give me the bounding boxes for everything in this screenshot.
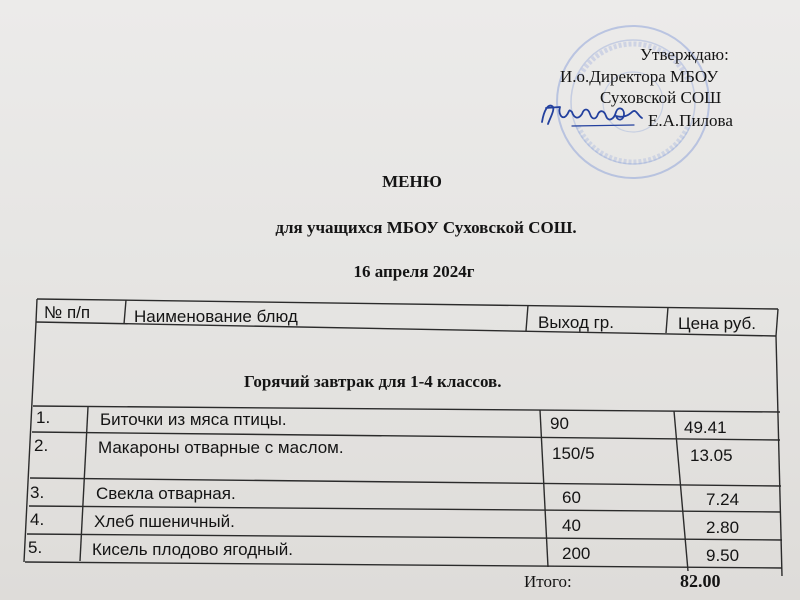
row-1-weight: 90 — [550, 414, 569, 433]
row-5-name: Кисель плодово ягодный. — [92, 540, 293, 559]
row-1-price: 49.41 — [684, 418, 727, 437]
row-4-number: 4. — [30, 510, 45, 529]
approval-heading: Утверждаю: — [640, 45, 729, 64]
approval-director-name: Е.А.Пилова — [648, 111, 733, 130]
approval-school: Суховской СОШ — [600, 88, 722, 107]
row-2-weight: 150/5 — [552, 444, 595, 463]
row-4-price: 2.80 — [706, 518, 740, 537]
header-price: Цена руб. — [678, 314, 757, 333]
total-label: Итого: — [524, 572, 572, 591]
header-dish-name: Наименование блюд — [134, 307, 298, 326]
document-date: 16 апреля 2024г — [353, 262, 475, 281]
row-3-number: 3. — [30, 483, 45, 502]
row-2-number: 2. — [34, 436, 49, 455]
header-weight: Выход гр. — [538, 313, 614, 332]
section-title: Горячий завтрак для 1-4 классов. — [244, 372, 502, 391]
document-subtitle: для учащихся МБОУ Суховской СОШ. — [275, 218, 577, 237]
row-3-name: Свекла отварная. — [96, 484, 236, 503]
header-number: № п/п — [44, 303, 91, 322]
row-5-weight: 200 — [562, 544, 591, 563]
row-5-number: 5. — [28, 538, 43, 557]
row-5-price: 9.50 — [706, 546, 740, 565]
row-3-weight: 60 — [562, 488, 581, 507]
total-value: 82.00 — [680, 571, 721, 591]
approval-position: И.о.Директора МБОУ — [560, 67, 719, 86]
row-2-name: Макароны отварные с маслом. — [98, 438, 344, 457]
row-3-price: 7.24 — [706, 490, 740, 509]
row-2-price: 13.05 — [690, 446, 733, 465]
row-4-weight: 40 — [562, 516, 581, 535]
row-4-name: Хлеб пшеничный. — [94, 512, 235, 531]
row-1-name: Биточки из мяса птицы. — [100, 410, 287, 429]
row-1-number: 1. — [36, 408, 51, 427]
document-title: МЕНЮ — [382, 172, 442, 191]
